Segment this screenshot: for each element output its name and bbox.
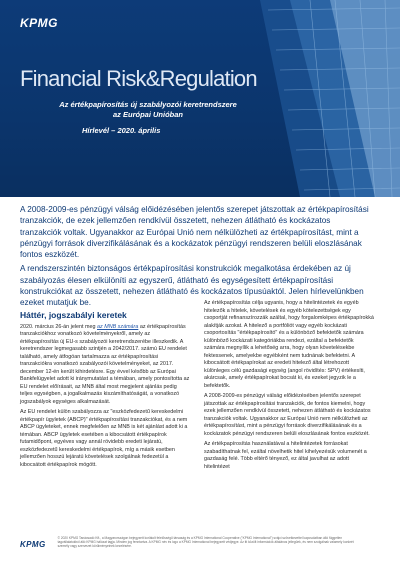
left-paragraph-2: Az EU rendelet külön szabályozza az "eszközfedezetű kereskedelmi értékpapír ügyletek (ABCP)" értékpapírosítási tranzakciókat, és a nem ABCP ügyleteket, ennek megfelelően az MNB is két ajánlást adott ki a témában. ABCP ügyletek esetében a kibocsátott értékpapírok futamidőpont, egyéves vagy annál rövidebb eredeti lejáratú, eszközfedezetű kereskedelmi értékpapírok, míg a másik esetben jellemzően hosszú lejáratú követelések szolgálnak fedezetül a kibocsátott értékpapírok mögött. [20,409,188,468]
right-paragraph-1: Az értékpapírosítás célja ugyanis, hogy a hitelintézetek és egyéb hitelezők a hitelek, követelések és egyéb kötelezettségek egy csoportját refinanszírozzák azáltal, hogy forgalomképes értékpapírokká alakítják azokat. A hitelező a portfóliót vagy egyéb kockázati csoportosítás "értékpapírosító" és a különböző befektetők számára különböző kockázati kategóriákba rendezi, ezáltal a befektetők számára megnyílik a lehetőség arra, hogy olyan követelésekbe fektessenek, amelyekbe egyébként nem tudnának befektetni. A kibocsátott értékpapírokat az eredeti hitelező által létrehozott különleges célú gazdasági egység (angol rövidítés: SPV) értékesíti, akárcsak, amely értékpapírokat bocsát ki, és ezeket jegyzik le a befektetők. [204,300,374,389]
right-column [204,300,374,474]
page-subtitle: Az értékpapírosítás új szabályozói keretrendszere az Európai Unióban [59,100,237,119]
section-heading: Háttér, jogszabályi keretek [20,310,127,320]
newsletter-issue: Hírlevél – 2020. április [82,126,161,135]
left-paragraph-1-lead: 2020. március 26-án jelent meg [20,323,98,330]
right-paragraph-2: A 2008-2009-es pénzügyi válság előidézésében jelentős szerepet játszottak az értékpapírosítási tranzakciók, de fontos kiemelni, hogy ezek jellemzően rendkívül összetett, nehezen átlátható és kockázatos tranzakciók voltak. Ugyanakkor az Európai Unió nem nélkülözheti az értékpapírosítást, mint a pénzügyi források diverzifikálásának és a kockázatok pénzügyi rendszeren belüli eloszlásának fontos eszközét. [204,393,371,437]
mnb-link[interactable]: az MNB számára [97,323,139,330]
right-paragraph-3: Az értékpapírosítás használatával a hitelintézetek forrásokat szabadíthatnak fel, ezáltal növelhetik hitel kihelyezésük volumenét a gazdaság felé. Több eltérő tényező, ez által javulhat az adott hitelintézet [204,441,367,470]
kpmg-logo: KPMG [20,16,58,30]
intro-paragraph-2: A rendszerszintén biztonságos értékpapírosítási konstrukciók megalkotása érdekében az új szabályozás élesen elkülöníti az egyszerű, átlátható és egységesített értékpapírosítási konstrukciókat az összetett, nehezen átlátható és kockázatos típusúaktól. Jelen hírlevelünkben ezeket mutatjuk be. [20,264,364,308]
page-title: Financial Risk&Regulation [20,66,257,91]
intro-paragraph-1: A 2008-2009-es pénzügyi válság előidézésében jelentős szerepet játszottak az értékpapírosítási tranzakciók, de ezek jellemzően rendkívül összetett, nehezen átlátható és kockázatos tranzakciók voltak. Ugyanakkor az Európai Unió nem nélkülözheti az értékpapírosítást, mint a pénzügyi források diverzifikálásának és a kockázatok pénzügyi rendszeren belüli eloszlásának fontos eszközét. [20,205,369,260]
page-footer [20,536,380,549]
footer-kpmg-logo: KPMG [20,540,46,549]
left-paragraph-1 [20,324,190,407]
hero-banner [0,0,400,197]
left-column [20,312,190,472]
skyscraper-graphic [150,0,400,197]
intro-section [20,204,374,312]
footer-legal-text: © 2020 KPMG Tanácsadó Kft., a Magyarországon bejegyzett korlátolt felelősségű társaság és a KPMG International Cooperative ("KPMG International") svájci szövetkezettel kapcsolatban álló független tagvállalatokból álló KPMG hálózat tagja. Minden jog fenntartva. A KPMG név és logo a KPMG International bejegyzett védjegye. Az itt közölt információk általános jellegűek, és nem szolgálnak valamely konkrét személy vagy szervezet körülményeinek kezelésére. [57,536,354,549]
left-paragraph-1-rest: az értékpapírosítás tranzakciókhoz vonatkozó követelményekről, amely az értékpapírosítás új EU-s szabályozói keretrendszerébe illeszkedik. A keretrendszer legmegasabb szintjén a 2042/2017. számú EU rendelet található, amely átfogóan tartalmazza az értékpapírosítási tranzakciókra vonatkozó szabályozói követelményeket, az 2017. december 12-én került kihirdetésre. Egy évvel később az Európai Bankfelügyelet adott ki iránymutatást a témában, amely pontosította az EU rendelet előírásait, az MNB által most megjelent ajánlás pedig teljes egységben, a jogalkalmazás kiszámíthatóságát, a vonatkozó jogszabályok egységes alkalmazását. [20,323,190,405]
